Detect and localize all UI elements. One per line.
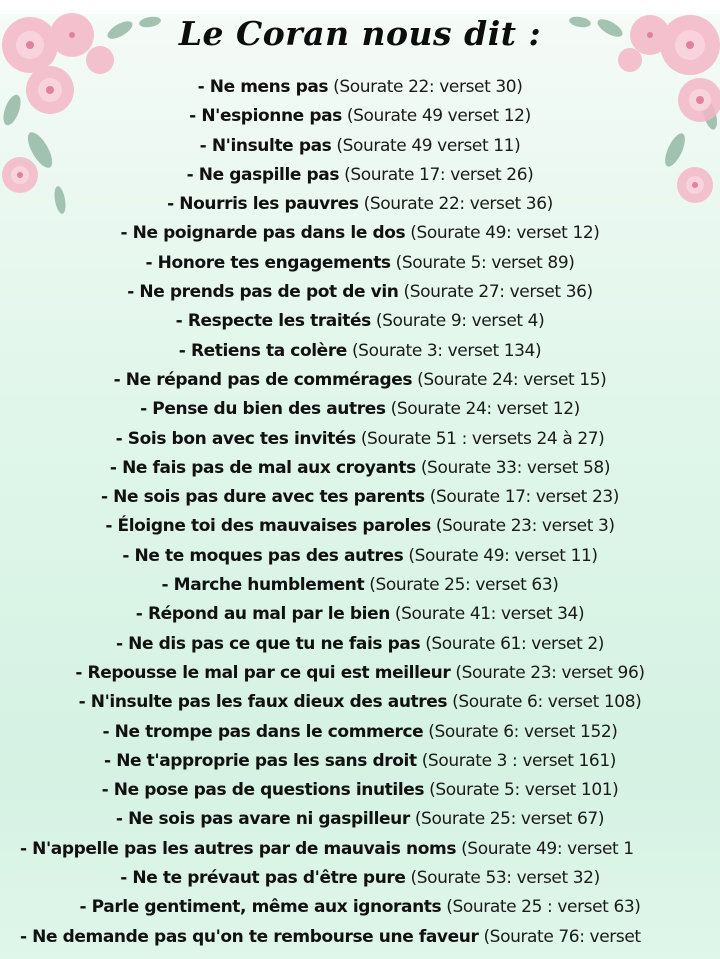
rule-text: - Respecte les traités [175,311,371,332]
list-item [0,132,720,161]
list-item [0,600,720,629]
list-item [0,512,720,541]
list-item [0,747,720,776]
list-item [0,688,720,717]
list-item [0,307,720,336]
verse-reference: (Sourate 51 : versets 24 à 27) [360,428,605,449]
list-item [0,102,720,131]
verse-reference: (Sourate 23: verset 3) [435,516,615,537]
list-item [0,805,720,834]
verse-reference: (Sourate 5: verset 89) [395,252,575,273]
verse-reference: (Sourate 49 verset 12) [346,106,531,127]
list-item [0,249,720,278]
rule-text: - Ne prends pas de pot de vin [127,282,399,303]
list-item [0,893,720,922]
rule-text: - Ne fais pas de mal aux croyants [109,457,416,478]
rule-text: - Ne te moques pas des autres [122,545,404,566]
rule-text: - Ne pose pas de questions inutiles [101,780,425,801]
list-item [0,425,720,454]
rule-text: - Répond au mal par le bien [135,604,390,625]
verse-reference: (Sourate 76: verset [483,926,641,947]
verse-reference: (Sourate 23: verset 96) [455,662,645,683]
list-item [0,366,720,395]
list-item [0,483,720,512]
list-item [0,630,720,659]
rules-list [0,73,720,952]
verse-reference: (Sourate 17: verset 23) [429,487,620,508]
verse-reference: (Sourate 22: verset 36) [363,194,553,215]
verse-reference: (Sourate 3: verset 134) [351,340,542,361]
rule-text: - Marche humblement [161,575,365,596]
rule-text: - Éloigne toi des mauvaises paroles [105,516,431,537]
verse-reference: (Sourate 49 verset 11) [336,135,521,156]
verse-reference: (Sourate 27: verset 36) [403,282,593,303]
list-item [0,835,720,864]
list-item [0,219,720,248]
verse-reference: (Sourate 41: verset 34) [394,604,585,625]
list-item [0,73,720,102]
rule-text: - Ne gaspille pas [186,164,340,185]
list-item [0,337,720,366]
list-item [0,542,720,571]
list-item [0,278,720,307]
list-item [0,395,720,424]
rule-text: - Nourris les pauvres [167,194,359,215]
verse-reference: (Sourate 17: verset 26) [344,164,534,185]
verse-reference: (Sourate 53: verset 32) [410,868,600,889]
verse-reference: (Sourate 49: verset 11) [408,545,598,566]
rule-text: - N'insulte pas [199,135,332,156]
rule-text: - N'appelle pas les autres par de mauvais noms [20,838,457,859]
verse-reference: (Sourate 9: verset 4) [375,311,545,332]
list-item [0,454,720,483]
rule-text: - Repousse le mal par ce qui est meilleur [75,662,451,683]
verse-reference: (Sourate 49: verset 1 [461,838,634,859]
rule-text: - Ne répand pas de commérages [113,369,413,390]
list-item [0,659,720,688]
rule-text: - Sois bon avec tes invités [115,428,356,449]
verse-reference: (Sourate 24: verset 12) [390,399,580,420]
verse-reference: (Sourate 6: verset 108) [452,692,642,713]
list-item [0,776,720,805]
rule-text: - Ne poignarde pas dans le dos [120,223,406,244]
verse-reference: (Sourate 61: verset 2) [425,633,605,654]
rule-text: - Ne dis pas ce que tu ne fais pas [115,633,421,654]
list-item [0,923,720,952]
verse-reference: (Sourate 22: verset 30) [333,77,523,97]
verse-reference: (Sourate 25: verset 63) [369,575,559,596]
verse-reference: (Sourate 25 : verset 63) [446,897,641,918]
verse-reference: (Sourate 33: verset 58) [420,457,611,478]
rule-text: - Ne t'approprie pas les sans droit [104,750,417,771]
rule-text: - Retiens ta colère [178,340,347,361]
list-item [0,190,720,219]
rule-text: - Honore tes engagements [145,252,391,273]
verse-reference: (Sourate 6: verset 152) [428,721,618,742]
verse-reference: (Sourate 49: verset 12) [410,223,600,244]
verse-reference: (Sourate 24: verset 15) [417,369,607,390]
list-item [0,718,720,747]
list-item [0,161,720,190]
verse-reference: (Sourate 25: verset 67) [414,809,605,830]
rule-text: - N'insulte pas les faux dieux des autres [78,692,448,713]
rule-text: - Parle gentiment, même aux ignorants [79,897,442,918]
rule-text: - Ne mens pas [197,77,329,97]
rule-text: - Ne te prévaut pas d'être pure [120,868,406,889]
list-item [0,864,720,893]
rule-text: - Pense du bien des autres [140,399,386,420]
rule-text: - Ne sois pas avare ni gaspilleur [115,809,410,830]
rule-text: - Ne demande pas qu'on te rembourse une faveur [20,926,479,947]
page-title: Le Coran nous dit : [178,14,542,53]
verse-reference: (Sourate 3 : verset 161) [421,750,616,771]
verse-reference: (Sourate 5: verset 101) [429,780,619,801]
rule-text: - Ne sois pas dure avec tes parents [100,487,425,508]
rule-text: - Ne trompe pas dans le commerce [102,721,424,742]
rule-text: - N'espionne pas [189,106,342,127]
list-item [0,571,720,600]
